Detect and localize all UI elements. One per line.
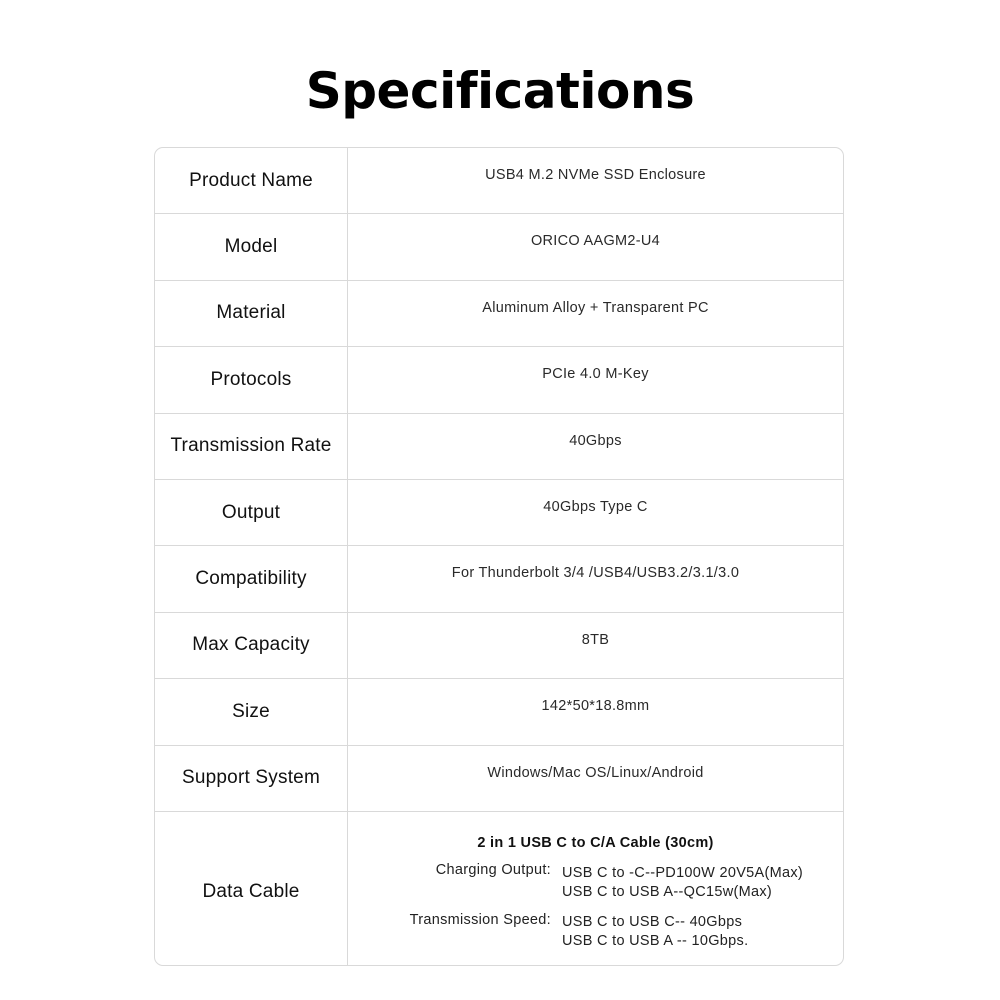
transmission-speed-values xyxy=(562,913,748,951)
spec-value: Aluminum Alloy + Transparent PC xyxy=(482,299,709,316)
spec-value: For Thunderbolt 3/4 /USB4/USB3.2/3.1/3.0 xyxy=(451,565,740,582)
speed-line: USB C to USB C-- 40Gbps xyxy=(562,913,743,930)
spec-row-support-system xyxy=(155,746,843,812)
spec-table xyxy=(154,147,844,966)
spec-label: Max Capacity xyxy=(155,613,348,678)
spec-row-output xyxy=(155,480,843,546)
spec-value: 40Gbps xyxy=(569,432,622,449)
speed-line: USB C to USB A -- 10Gbps. xyxy=(562,932,749,949)
spec-label: Protocols xyxy=(155,347,348,412)
spec-value: PCIe 4.0 M-Key xyxy=(542,366,649,383)
spec-label: Material xyxy=(155,281,348,346)
spec-label: Size xyxy=(155,679,348,744)
spec-value: Windows/Mac OS/Linux/Android xyxy=(487,764,704,781)
spec-row-product-name xyxy=(155,148,843,214)
spec-value: 40Gbps Type C xyxy=(543,498,648,515)
spec-row-data-cable xyxy=(155,812,843,966)
spec-row-compatibility xyxy=(155,546,843,612)
spec-row-protocols xyxy=(155,347,843,413)
spec-label: Output xyxy=(155,480,348,545)
data-cable-details xyxy=(348,812,843,966)
spec-row-model xyxy=(155,214,843,280)
charging-output-label: Charging Output: xyxy=(435,861,551,878)
spec-value: 142*50*18.8mm xyxy=(541,698,650,715)
charging-line: USB C to -C--PD100W 20V5A(Max) xyxy=(562,864,804,881)
spec-value: USB4 M.2 NVMe SSD Enclosure xyxy=(485,167,706,183)
transmission-speed-label: Transmission Speed: xyxy=(409,911,551,928)
spec-label: Transmission Rate xyxy=(155,414,348,479)
charging-output-values xyxy=(562,864,803,902)
spec-label: Data Cable xyxy=(155,812,348,966)
spec-value: ORICO AAGM2-U4 xyxy=(530,233,661,250)
page-title: Specifications xyxy=(305,62,695,120)
spec-row-size xyxy=(155,679,843,745)
spec-row-material xyxy=(155,281,843,347)
spec-label: Product Name xyxy=(155,148,348,213)
spec-label: Compatibility xyxy=(155,546,348,611)
charging-line: USB C to USB A--QC15w(Max) xyxy=(562,883,773,900)
cable-heading: 2 in 1 USB C to C/A Cable (30cm) xyxy=(477,834,714,851)
spec-label: Model xyxy=(155,214,348,279)
spec-label: Support System xyxy=(155,746,348,811)
spec-value: 8TB xyxy=(581,631,610,648)
spec-row-max-capacity xyxy=(155,613,843,679)
spec-row-transmission-rate xyxy=(155,414,843,480)
